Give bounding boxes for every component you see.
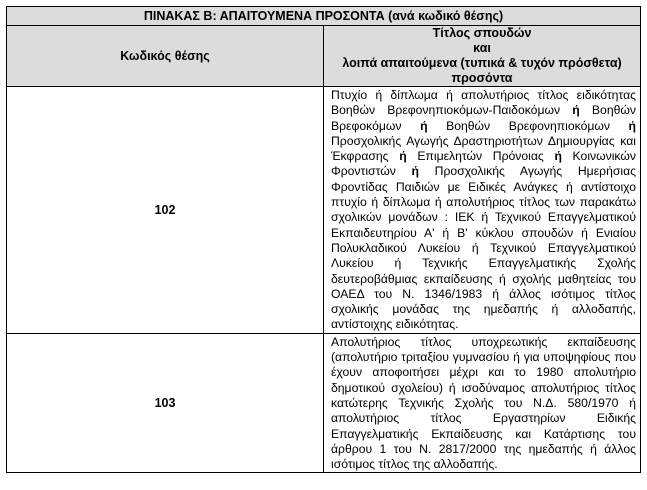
qualifications-text	[324, 87, 641, 334]
text-segment: Προσχολικής Αγωγής Ημερήσιας Φροντίδας Παιδιών με Ειδικές Ανάγκες ή αντίστοιχο πτυχίο ή δίπλωμα ή απολυτήριος τίτλος των παρακάτω σχολικών μονάδων : ΙΕΚ ή Τεχνικού Επαγγελματικού Εκπαιδευτηρίου Α' ή Β' κύκλου σπουδών ή Ενιαίου Πολυκλαδικού Λυκείου ή Τεχνικού Επαγγελματικού Λυκείου ή Τεχνικής Επαγγελματικής Σχολής δευτεροβάθμιας εκπαίδευσης ή σχολής μαθητείας του ΟΑΕΔ του Ν. 1346/1983 ή άλλος ισότιμος τίτλος σχολικής μονάδας της ημεδαπής ή αλλοδαπής, αντίστοιχης ειδικότητας.	[331, 164, 636, 332]
text-segment-bold: ή	[554, 149, 562, 164]
qualifications-table	[6, 6, 641, 473]
table-row	[7, 87, 641, 334]
column-header-row	[7, 26, 641, 87]
text-segment: Κοινωνικών Φροντιστών	[331, 149, 636, 179]
text-segment-bold: ή	[628, 118, 636, 133]
column-header-code: Κωδικός θέσης	[7, 26, 324, 87]
text-segment-bold: ή	[572, 103, 580, 118]
table-row	[7, 333, 641, 473]
position-code: 102	[7, 87, 324, 334]
text-segment: Πτυχίο ή δίπλωμα ή απολυτήριος τίτλος ειδικότητας Βοηθών Βρεφονηπιοκόμων-Παιδοκόμων	[331, 88, 636, 118]
text-segment-bold: ή	[399, 149, 407, 164]
column-header-qualifications	[324, 26, 641, 87]
column-header-line: Τίτλος σπουδών	[432, 26, 532, 40]
text-segment: Βοηθών Βρεφονηπιοκόμων	[427, 118, 629, 133]
text-segment-bold: ή	[411, 164, 419, 179]
text-segment-bold: ή	[420, 118, 428, 133]
position-code: 103	[7, 333, 324, 473]
column-header-line: και	[473, 41, 491, 55]
table-title: ΠΙΝΑΚΑΣ Β: ΑΠΑΙΤΟΥΜΕΝΑ ΠΡΟΣΟΝΤΑ (ανά κωδικό θέσης)	[7, 7, 641, 26]
text-segment: Βοηθών Βρεφοκόμων	[331, 103, 636, 133]
text-segment: Επιμελητών Πρόνοιας	[406, 149, 555, 164]
column-header-line: λοιπά απαιτούμενα (τυπικά & τυχόν πρόσθετα) προσόντα	[342, 56, 622, 85]
text-segment: Προσχολικής Αγωγής Δραστηριοτήτων Δημιουργίας και Έκφρασης	[331, 133, 636, 164]
qualifications-text: Απολυτήριος τίτλος υποχρεωτικής εκπαίδευσης (απολυτήριο τριταξίου γυμνασίου ή για υποψηφίους που έχουν αποφοιτήσει μέχρι και το 1980 απολυτήριο δημοτικού σχολείου) ή ισοδύναμος απολυτήριος τίτλος κατώτερης Τεχνικής Σχολής του Ν.Δ. 580/1970 ή απολυτήριος τίτλος Εργαστηρίων Ειδικής Επαγγελματικής Εκπαίδευσης και Κατάρτισης του άρθρου 1 του Ν. 2817/2000 της ημεδαπής ή άλλος ισότιμος τίτλος της αλλοδαπής.	[324, 333, 641, 473]
